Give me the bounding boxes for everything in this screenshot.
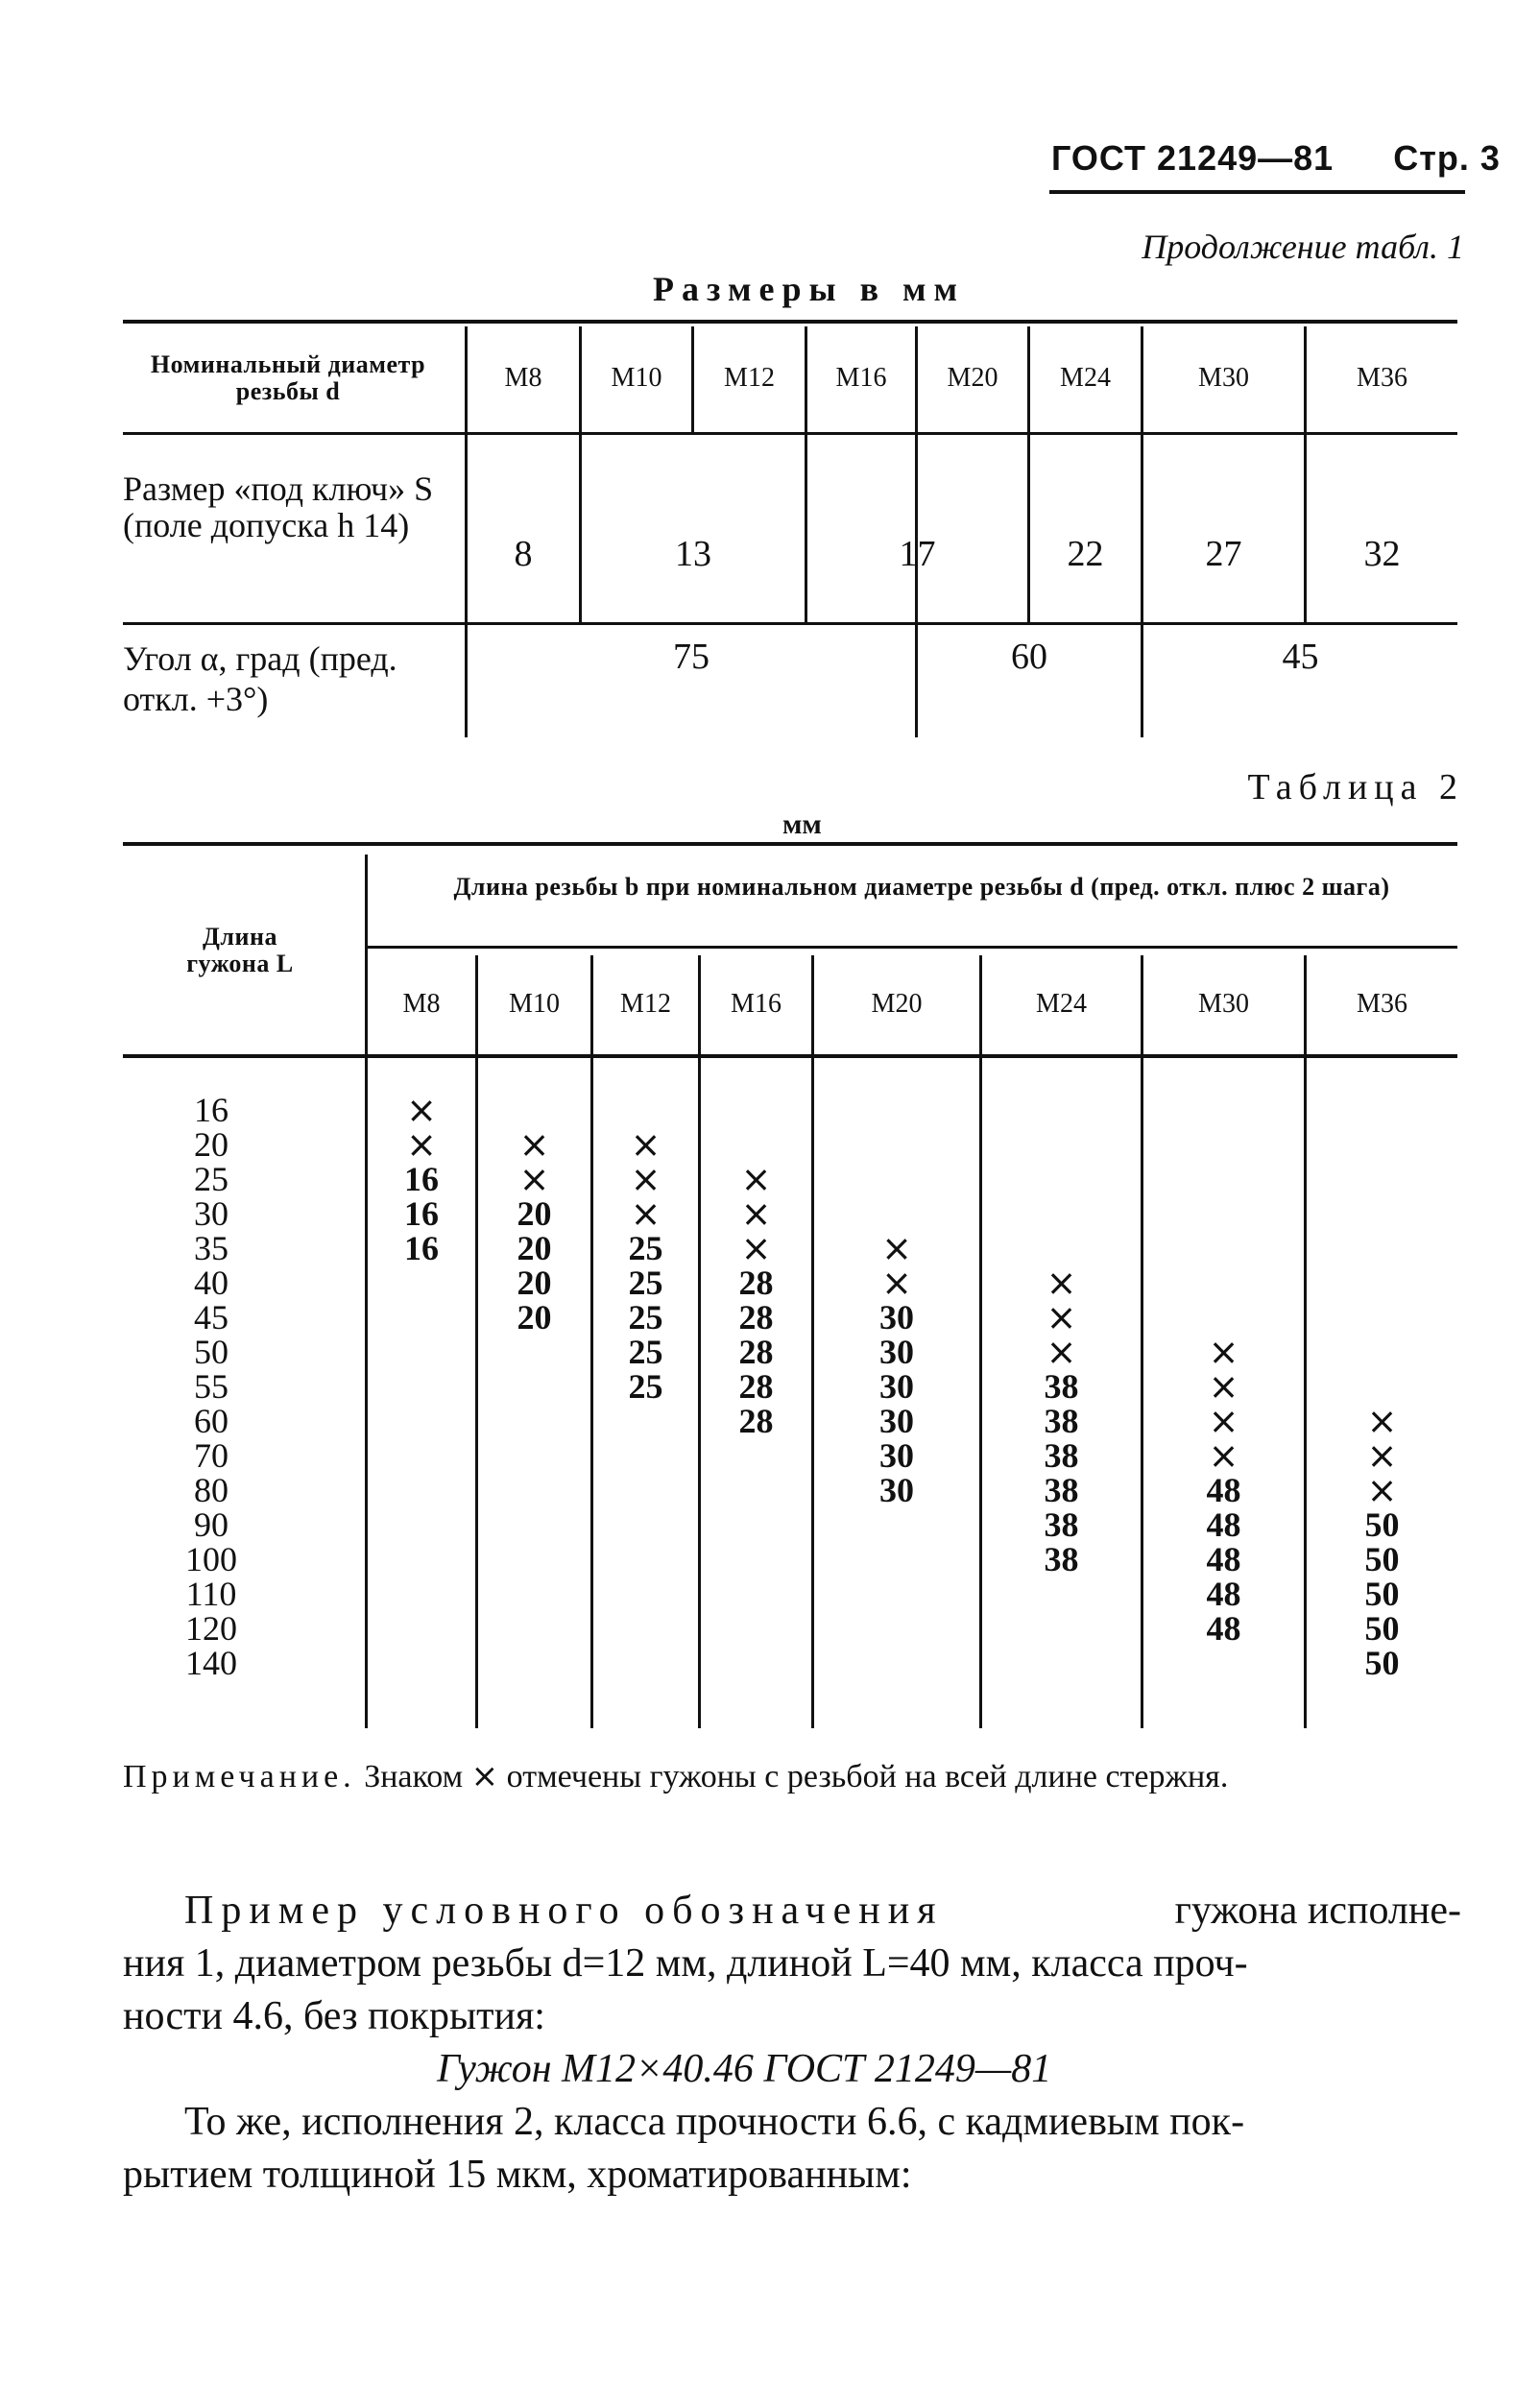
table2-empty-cell [1307, 1196, 1457, 1231]
table2-thread-length: 38 [1044, 1505, 1079, 1544]
table2-length-value: 40 [194, 1264, 228, 1302]
table2-vline [365, 855, 368, 1728]
table2-thread-length: 20 [517, 1264, 552, 1302]
cross-mark-icon: × [630, 1158, 661, 1200]
page-number: Стр. 3 [1393, 138, 1501, 178]
table2-diameter: М20 [871, 989, 923, 1019]
table1-units-title: Размеры в мм [653, 270, 966, 308]
table2-diameter: М12 [620, 989, 671, 1019]
table2-thread-length: 28 [738, 1298, 774, 1336]
table1-row-rule [123, 622, 1457, 625]
table2-thread-length: 30 [879, 1471, 914, 1509]
table2-empty-cell [1143, 1127, 1304, 1162]
table1-s-value: 17 [899, 534, 936, 574]
cross-mark-icon: × [470, 1757, 499, 1795]
cross-mark-icon: × [1366, 1400, 1398, 1442]
table1-s-value: 13 [675, 534, 711, 574]
table1-row-header: Номинальный диаметр резьбы d [150, 350, 426, 405]
table2-thread-length: 28 [738, 1402, 774, 1440]
cross-mark-icon: × [630, 1123, 661, 1166]
cross-mark-icon: × [406, 1089, 437, 1131]
table2-empty-cell [701, 1093, 811, 1127]
table1-s-value: 32 [1363, 534, 1401, 574]
table2-thread-length: 30 [879, 1436, 914, 1475]
table2-length-value: 90 [194, 1505, 228, 1544]
table1-s-value: 22 [1067, 534, 1104, 574]
table2-empty-cell [1143, 1196, 1304, 1231]
example-line-2: ния 1, диаметром резьбы d=12 мм, длиной L=40 мм, класса проч- [123, 1941, 1248, 1986]
table2-length-value: 110 [185, 1575, 237, 1613]
table2-thread-length: 38 [1044, 1367, 1079, 1406]
table2-empty-cell [701, 1127, 811, 1162]
table2-thread-length: 50 [1364, 1609, 1400, 1648]
table2-length-value: 140 [185, 1644, 237, 1682]
table2-thread-length: 28 [738, 1333, 774, 1371]
example-line-3: ности 4.6, без покрытия: [123, 1994, 545, 2038]
table2-thread-length: 20 [517, 1229, 552, 1267]
table2-length-value: 25 [194, 1160, 228, 1198]
table2-diameter: М30 [1198, 989, 1249, 1019]
table2-empty-cell [1307, 1369, 1457, 1404]
table2-group-rule [365, 946, 1457, 949]
table2-lengths-column [149, 1093, 274, 1680]
table1-row-s-label: Размер «под ключ» S (поле допуска h 14) [123, 470, 434, 544]
table1-diameter: М24 [1060, 363, 1111, 393]
table2-empty-cell [1143, 1265, 1304, 1300]
table2-empty-cell [1143, 1093, 1304, 1127]
table2-diameter: М8 [402, 989, 441, 1019]
table2-thread-length: 16 [404, 1229, 439, 1267]
table1-continuation: Продолжение табл. 1 [1142, 228, 1464, 266]
table2-thread-length: 50 [1364, 1575, 1400, 1613]
table2-empty-cell [1143, 1162, 1304, 1196]
table2-vline [475, 955, 478, 1728]
table2-empty-cell [593, 1093, 698, 1127]
table2-empty-cell [982, 1196, 1141, 1231]
cross-mark-icon: × [518, 1123, 550, 1166]
gost-number: ГОСТ 21249—81 [1051, 138, 1335, 178]
table2-empty-cell [814, 1093, 979, 1127]
cross-mark-icon: × [881, 1227, 912, 1269]
note-text-after: отмечены гужоны с резьбой на всей длине стержня. [506, 1759, 1229, 1794]
table1-diameter: М8 [504, 363, 542, 393]
cross-mark-icon: × [518, 1158, 550, 1200]
cross-mark-icon: × [1046, 1262, 1077, 1304]
table2-empty-cell [1143, 1231, 1304, 1265]
table2-top-rule [123, 842, 1457, 846]
table2-values-column [1307, 1093, 1457, 1680]
cross-mark-icon: × [406, 1123, 437, 1166]
cross-mark-icon: × [1366, 1469, 1398, 1511]
table2-values-column [478, 1093, 590, 1335]
table2-diameter: М10 [509, 989, 560, 1019]
table2-length-value: 80 [194, 1471, 228, 1509]
table2-thread-length: 20 [517, 1298, 552, 1336]
table2-empty-cell [1307, 1162, 1457, 1196]
table2-length-value: 20 [194, 1125, 228, 1164]
table2-length-value: 50 [194, 1333, 228, 1371]
table2-thread-length: 48 [1206, 1575, 1241, 1613]
table2-empty-cell [814, 1127, 979, 1162]
cross-mark-icon: × [1208, 1331, 1239, 1373]
note-text-before: Знаком [364, 1759, 464, 1794]
example-line-5: То же, исполнения 2, класса прочности 6.6, с кадмиевым пок- [184, 2100, 1245, 2144]
table1-top-rule [123, 320, 1457, 324]
table2-empty-cell [1307, 1335, 1457, 1369]
table2-thread-length: 50 [1364, 1540, 1400, 1578]
table2-empty-cell [1307, 1231, 1457, 1265]
table2-empty-cell [478, 1093, 590, 1127]
cross-mark-icon: × [1046, 1331, 1077, 1373]
table1-s-value: 8 [514, 534, 533, 574]
table2-thread-length: 25 [628, 1298, 663, 1336]
table1-diameter: М20 [947, 363, 998, 393]
table2-thread-length: 30 [879, 1367, 914, 1406]
cross-mark-icon: × [740, 1227, 772, 1269]
table2-thread-length: 48 [1206, 1505, 1241, 1544]
table1-angle-value: 45 [1282, 637, 1319, 677]
example-line-6: рытием толщиной 15 мкм, хроматированным: [123, 2153, 912, 2197]
header-rule [1049, 190, 1465, 194]
table2-length-value: 55 [194, 1367, 228, 1406]
table2-title: Таблица 2 [1247, 767, 1464, 807]
table2-thread-length: 25 [628, 1333, 663, 1371]
table1-diameter: М36 [1357, 363, 1407, 393]
table2-empty-cell [1307, 1265, 1457, 1300]
table1-diameter: М10 [611, 363, 662, 393]
table2-group-header: Длина резьбы b при номинальном диаметре резьбы d (пред. откл. плюс 2 шага) [453, 873, 1390, 901]
cross-mark-icon: × [881, 1262, 912, 1304]
table2-thread-length: 50 [1364, 1644, 1400, 1682]
page-header [1051, 138, 1501, 179]
table2-thread-length: 25 [628, 1264, 663, 1302]
cross-mark-icon: × [1208, 1365, 1239, 1408]
table2-empty-cell [982, 1093, 1141, 1127]
table2-length-value: 120 [185, 1609, 237, 1648]
table2-thread-length: 38 [1044, 1436, 1079, 1475]
table2-values-column [814, 1093, 979, 1507]
table2-thread-length: 25 [628, 1367, 663, 1406]
cross-mark-icon: × [1208, 1434, 1239, 1477]
table2-empty-cell [1307, 1127, 1457, 1162]
table2-thread-length: 30 [879, 1298, 914, 1336]
table2-thread-length: 20 [517, 1194, 552, 1233]
example-spaced-intro: Пример условного обозначения [184, 1889, 944, 1933]
table2-thread-length: 16 [404, 1194, 439, 1233]
table2-diameter: М16 [731, 989, 782, 1019]
table2-length-value: 35 [194, 1229, 228, 1267]
table2-thread-length: 38 [1044, 1540, 1079, 1578]
table2-length-value: 100 [185, 1540, 237, 1578]
table2-thread-length: 48 [1206, 1609, 1241, 1648]
table2-empty-cell [982, 1127, 1141, 1162]
cross-mark-icon: × [1366, 1434, 1398, 1477]
table2-thread-length: 16 [404, 1160, 439, 1198]
cross-mark-icon: × [740, 1158, 772, 1200]
table2-thread-length: 38 [1044, 1471, 1079, 1509]
cross-mark-icon: × [1208, 1400, 1239, 1442]
table2-thread-length: 38 [1044, 1402, 1079, 1440]
table2-thread-length: 48 [1206, 1471, 1241, 1509]
table2-values-column [1143, 1093, 1304, 1646]
table2-length-header: Длина гужона L [186, 923, 294, 977]
table2-thread-length: 50 [1364, 1505, 1400, 1544]
table2-thread-length: 30 [879, 1402, 914, 1440]
table1-row-angle-label: Угол α, град (пред. откл. +3°) [123, 639, 397, 718]
table2-length-value: 30 [194, 1194, 228, 1233]
table2-units: мм [782, 808, 822, 840]
table2-values-column [368, 1089, 475, 1267]
table2-empty-cell [814, 1196, 979, 1231]
table1-angle-value: 60 [1011, 637, 1047, 677]
table2-values-column [701, 1093, 811, 1438]
table2-thread-length: 48 [1206, 1540, 1241, 1578]
table2-empty-cell [1143, 1300, 1304, 1335]
table2-thread-length: 25 [628, 1229, 663, 1267]
table2-diameter: М36 [1357, 989, 1407, 1019]
table1-diameter: М30 [1198, 363, 1249, 393]
table2-diameter: М24 [1036, 989, 1087, 1019]
example-designation: Гужон М12×40.46 ГОСТ 21249—81 [437, 2047, 1052, 2091]
cross-mark-icon: × [630, 1192, 661, 1235]
table2-length-value: 70 [194, 1436, 228, 1475]
table2-note [123, 1757, 1462, 1796]
example-line-1 [184, 1887, 1461, 1935]
cross-mark-icon: × [740, 1192, 772, 1235]
table2-empty-cell [982, 1231, 1141, 1265]
table2-empty-cell [814, 1162, 979, 1196]
cross-mark-icon: × [1046, 1296, 1077, 1338]
table1-diameter: М12 [724, 363, 775, 393]
table2-thread-length: 28 [738, 1367, 774, 1406]
table1-diameter: М16 [835, 363, 887, 393]
table2-empty-cell [1307, 1300, 1457, 1335]
note-label: Примечание. [123, 1759, 356, 1794]
table1-angle-value: 75 [673, 637, 709, 677]
table2-empty-cell [982, 1162, 1141, 1196]
table2-header-rule [123, 1054, 1457, 1058]
table2-thread-length: 30 [879, 1333, 914, 1371]
example-line-1-rest: гужона исполне- [1174, 1889, 1461, 1933]
table2-length-value: 60 [194, 1402, 228, 1440]
table2-length-value: 16 [194, 1091, 228, 1129]
table2-thread-length: 28 [738, 1264, 774, 1302]
table1-header-rule [123, 432, 1457, 435]
table2-values-column [982, 1093, 1141, 1577]
table2-length-value: 45 [194, 1298, 228, 1336]
table2-values-column [593, 1093, 698, 1404]
table2-empty-cell [1307, 1093, 1457, 1127]
table1-s-value: 27 [1205, 534, 1242, 574]
